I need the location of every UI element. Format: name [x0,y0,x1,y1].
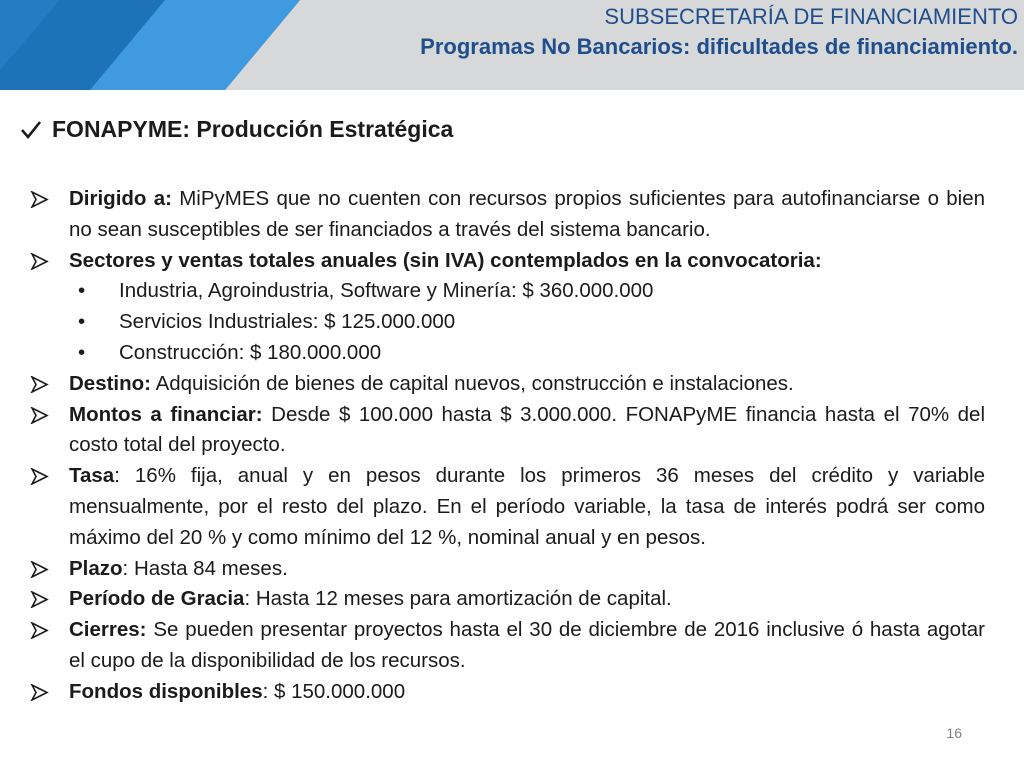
list-item-tasa [30,461,985,553]
list-item-cierres [30,615,985,677]
sub-item-text: Servicios Industriales: $ 125.000.000 [119,310,456,334]
page-number: 16 [946,725,962,741]
item-text: : $ 150.000.000 [262,679,406,703]
checkmark-icon [20,120,42,140]
item-label: Cierres: [69,618,147,642]
item-label: Plazo [69,556,123,580]
list-item-dirigido [30,184,985,246]
item-label: Fondos disponibles [69,679,263,703]
item-label: Tasa [69,464,115,488]
list-item-gracia [30,584,985,615]
item-text: : Hasta 84 meses. [122,556,288,580]
item-text: Se pueden presentar proyectos hasta el 30 de diciembre de 2016 inclusive ó hasta agotar el cupo de la disponibilidad de los recursos. [69,618,985,672]
slide-header [0,0,1024,90]
arrow-bullet-icon [30,561,50,578]
item-label: Destino: [69,371,151,395]
list-item-montos [30,400,985,462]
item-label: Período de Gracia [69,587,245,611]
item-label: Montos a financiar: [69,402,263,426]
sub-item-construccion [30,338,985,369]
sub-item-text: Industria, Agroindustria, Software y Minería: $ 360.000.000 [119,279,654,303]
list-item-plazo [30,554,985,585]
bullet-dot-icon: • [78,340,86,364]
arrow-bullet-icon [30,407,50,424]
section-heading [20,116,453,143]
arrow-bullet-icon [30,622,50,639]
arrow-bullet-icon [30,684,50,701]
item-text: Desde $ 100.000 hasta $ 3.000.000. FONAPyME financia hasta el 70% del costo total del proyecto. [69,402,986,457]
item-label: Dirigido a: [69,187,172,210]
item-text: : 16% fija, anual y en pesos durante los primeros 36 meses del crédito y variable mensualmente, por el resto del plazo. En el período variable, la tasa de interés podrá ser como máximo del 20 % y como mínimo del 12 %, nominal anual y en pesos. [69,464,985,549]
sub-item-servicios [30,307,985,338]
header-title: SUBSECRETARÍA DE FINANCIAMIENTO [604,4,1018,29]
arrow-bullet-icon [30,468,50,485]
item-text: Adquisición de bienes de capital nuevos, construcción e instalaciones. [151,371,794,395]
arrow-bullet-icon [30,191,50,208]
item-text: : Hasta 12 meses para amortización de capital. [244,587,672,611]
header-text [420,2,1018,62]
item-label: Sectores y ventas totales anuales (sin IVA) contemplados en la convocatoria: [69,248,822,272]
list-item-fondos [30,677,985,708]
item-text: MiPyMES que no cuenten con recursos propios suficientes para autofinanciarse o bien no sean susceptibles de ser financiados a través del sistema bancario. [69,187,986,241]
header-subtitle: Programas No Bancarios: dificultades de financiamiento. [420,34,1018,59]
arrow-bullet-icon [30,253,50,270]
bullet-dot-icon: • [78,310,86,334]
section-title: FONAPYME: Producción Estratégica [52,116,454,142]
sub-item-industria [30,276,985,307]
list-item-sectores [30,246,985,277]
list-item-destino [30,369,985,400]
slide-body [30,184,985,708]
arrow-bullet-icon [30,591,50,608]
bullet-dot-icon: • [78,279,86,303]
arrow-bullet-icon [30,376,50,393]
sub-item-text: Construcción: $ 180.000.000 [119,340,382,364]
